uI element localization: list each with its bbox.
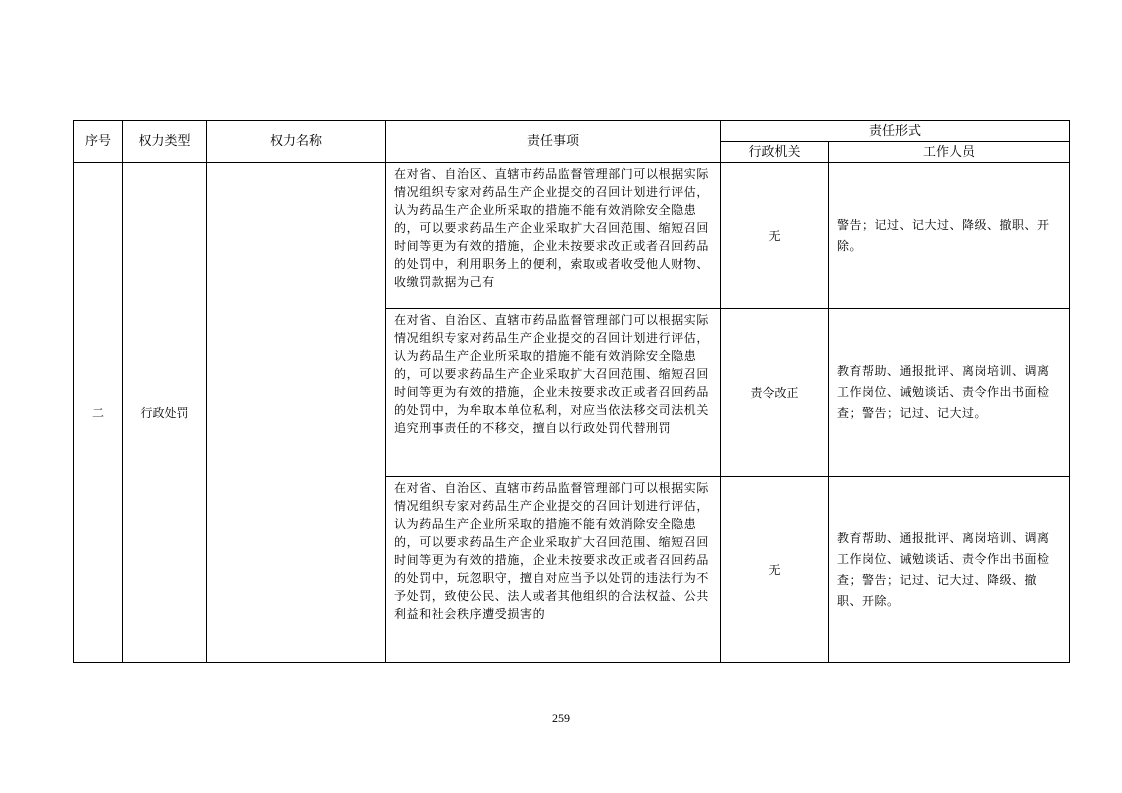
agency-cell: 责令改正	[721, 309, 829, 477]
responsibility-matter-cell: 在对省、自治区、直辖市药品监督管理部门可以根据实际情况组织专家对药品生产企业提交的召回计划进行评估，认为药品生产企业所采取的措施不能有效消除安全隐患的，可以要求药品生产企业采取扩大召回范围、缩短召回时间等更为有效的措施，企业未按要求改正或者召回药品的处罚中，利用职务上的便利，索取或者收受他人财物、收缴罚款据为己有	[386, 163, 721, 309]
page-number: 259	[552, 711, 570, 725]
header-staff: 工作人员	[829, 142, 1070, 163]
header-agency: 行政机关	[721, 142, 829, 163]
seq-cell: 二	[74, 163, 123, 663]
header-responsibility-matter: 责任事项	[386, 121, 721, 163]
power-name-cell	[207, 163, 386, 663]
responsibility-matter-cell: 在对省、自治区、直辖市药品监督管理部门可以根据实际情况组织专家对药品生产企业提交的召回计划进行评估，认为药品生产企业所采取的措施不能有效消除安全隐患的，可以要求药品生产企业采取扩大召回范围、缩短召回时间等更为有效的措施，企业未按要求改正或者召回药品的处罚中，玩忽职守，擅自对应当予以处罚的违法行为不予处罚，致使公民、法人或者其他组织的合法权益、公共利益和社会秩序遭受损害的	[386, 477, 721, 663]
agency-cell: 无	[721, 163, 829, 309]
responsibility-matter-cell: 在对省、自治区、直辖市药品监督管理部门可以根据实际情况组织专家对药品生产企业提交的召回计划进行评估，认为药品生产企业所采取的措施不能有效消除安全隐患的，可以要求药品生产企业采取扩大召回范围、缩短召回时间等更为有效的措施，企业未按要求改正或者召回药品的处罚中，为牟取本单位私利，对应当依法移交司法机关追究刑事责任的不移交，擅自以行政处罚代替刑罚	[386, 309, 721, 477]
header-seq: 序号	[74, 121, 123, 163]
header-power-type: 权力类型	[123, 121, 207, 163]
agency-cell: 无	[721, 477, 829, 663]
responsibility-table	[73, 120, 1070, 663]
header-power-name: 权力名称	[207, 121, 386, 163]
staff-cell: 教育帮助、通报批评、离岗培训、调离工作岗位、诫勉谈话、责令作出书面检查；警告；记过、记大过、降级、撤职、开除。	[829, 477, 1070, 663]
header-responsibility-form: 责任形式	[721, 121, 1070, 142]
power-type-cell: 行政处罚	[123, 163, 207, 663]
table-row	[74, 163, 1070, 309]
header-row-1	[74, 121, 1070, 142]
staff-cell: 教育帮助、通报批评、离岗培训、调离工作岗位、诫勉谈话、责令作出书面检查；警告；记过、记大过。	[829, 309, 1070, 477]
staff-cell: 警告；记过、记大过、降级、撤职、开除。	[829, 163, 1070, 309]
